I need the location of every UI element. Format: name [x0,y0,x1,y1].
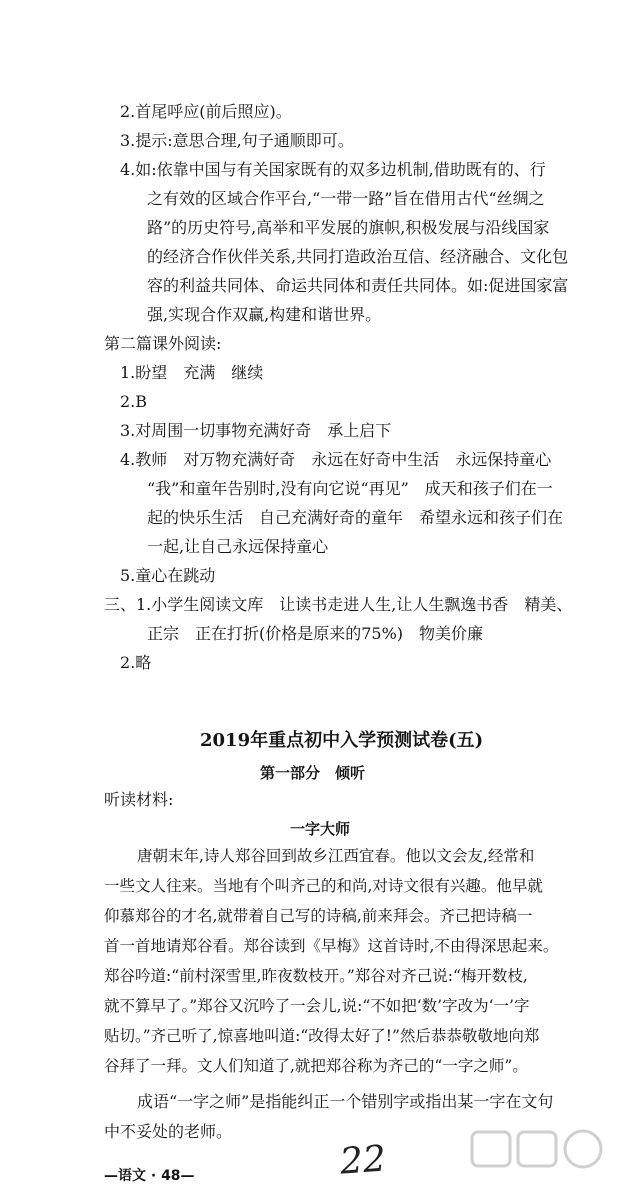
answer-line: 2.略 [120,653,152,672]
story-line: 仰慕郑谷的才名,就带着自己写的诗稿,前来拜会。齐己把诗稿一 [104,907,533,925]
part-heading: 第一部分 倾听 [260,764,366,782]
answer-line: 5.童心在跳动 [120,566,216,585]
answer-line: 正宗 正在打折(价格是原来的75%) 物美价廉 [147,624,484,643]
closing-line: 中不妥处的老师。 [104,1122,233,1141]
answer-line: 容的利益共同体、命运共同体和责任共同体。如:促进国家富 [147,276,569,295]
material-label: 听读材料: [104,790,174,809]
answer-line: “我”和童年告别时,没有向它说“再见” 成天和孩子们在一 [147,479,553,498]
answer-line: 3.提示:意思合理,句子通顺即可。 [120,131,354,150]
answer-line: 4.如:依靠中国与有关国家既有的双多边机制,借助既有的、行 [120,160,546,179]
answer-line: 2.首尾呼应(前后照应)。 [120,102,292,121]
answer-line: 3.对周围一切事物充满好奇 承上启下 [120,421,392,440]
answer-line: 一起,让自己永远保持童心 [147,537,329,556]
story-line: 首一首地请郑谷看。郑谷读到《早梅》这首诗时,不由得深思起来。 [104,937,559,955]
section-heading: 第二篇课外阅读: [104,334,222,353]
story-line: 唐朝末年,诗人郑谷回到故乡江西宜春。他以文会友,经常和 [137,847,535,865]
story-line: 就不算早了。”郑谷又沉吟了一会儿,说:“不如把‘数’字改为‘一’字 [104,997,530,1015]
watermark-icon [470,1128,610,1198]
handwritten-number: 22 [338,1138,388,1183]
answer-line: 之有效的区域合作平台,“一带一路”旨在借用古代“丝绸之 [147,189,545,208]
answer-line: 1.盼望 充满 继续 [120,363,264,382]
page-number-label: —语文 · 48— [104,1168,195,1184]
answer-line: 路”的历史符号,高举和平发展的旗帜,积极发展与沿线国家 [147,218,550,237]
story-line: 郑谷吟道:“前村深雪里,昨夜数枝开。”郑谷对齐己说:“梅开数枝, [104,967,528,985]
answer-line: 的经济合作伙伴关系,共同打造政治互信、经济融合、文化包 [147,247,569,266]
story-title: 一字大师 [290,820,351,838]
story-line: 谷拜了一拜。文人们知道了,就把郑谷称为齐己的“一字之师”。 [104,1057,528,1075]
story-line: 一些文人往来。当地有个叫齐己的和尚,对诗文很有兴趣。他早就 [104,877,543,895]
answer-line: 起的快乐生活 自己充满好奇的童年 希望永远和孩子们在 [147,508,564,527]
answer-line: 2.B [120,392,148,411]
answer-line: 强,实现合作双赢,构建和谐世界。 [147,305,382,324]
closing-line: 成语“一字之师”是指能纠正一个错别字或指出某一字在文句 [137,1092,554,1111]
story-line: 贴切。”齐己听了,惊喜地叫道:“改得太好了!”然后恭恭敬敬地向郑 [104,1027,540,1045]
exam-title: 2019年重点初中入学预测试卷(五) [200,730,484,751]
answer-line: 三、1.小学生阅读文库 让读书走进人生,让人生飘逸书香 精美、 [104,595,573,614]
answer-line: 4.教师 对万物充满好奇 永远在好奇中生活 永远保持童心 [120,450,552,469]
watermark-logo [470,1128,610,1198]
